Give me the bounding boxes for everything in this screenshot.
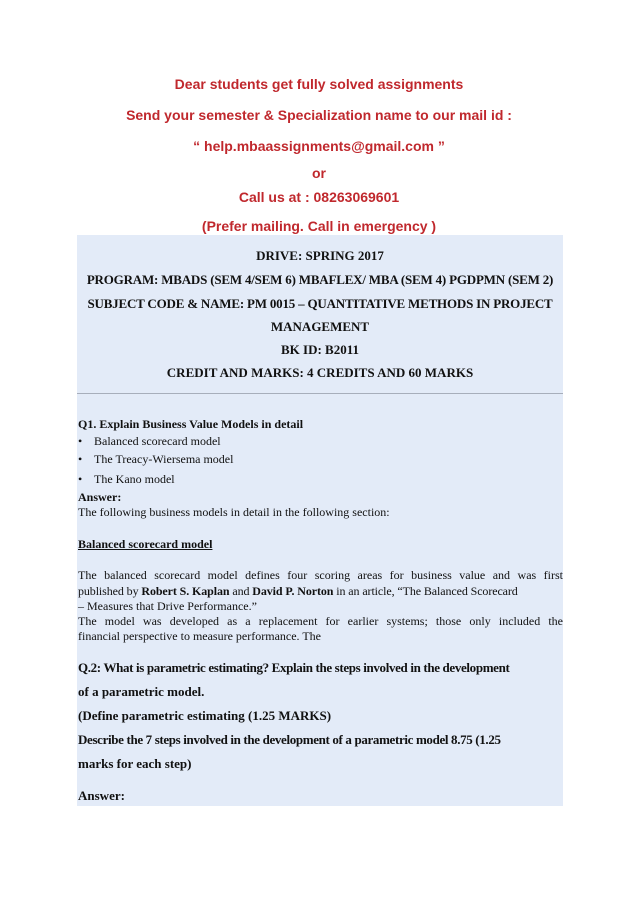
- text-segment: and: [229, 584, 253, 598]
- paragraph-line: [78, 584, 563, 599]
- header-or: or: [312, 165, 326, 181]
- header-line-2: Send your semester & Specialization name to our mail id :: [126, 107, 512, 123]
- drive-line: DRIVE: SPRING 2017: [256, 248, 384, 263]
- header-phone: Call us at : 08263069601: [238, 189, 400, 205]
- q2-describe-line: Describe the 7 steps involved in the development of a parametric model 8.75 (1.25: [78, 732, 501, 747]
- credits-line: CREDIT AND MARKS: 4 CREDITS AND 60 MARKS: [166, 365, 474, 380]
- text-segment: in an article, “The Balanced Scorecard: [333, 584, 518, 598]
- bullet-icon: •: [78, 434, 83, 448]
- bullet-icon: •: [78, 472, 83, 486]
- bk-id-line: BK ID: B2011: [280, 342, 359, 357]
- q1-bullet-item: [78, 434, 563, 449]
- q2-question-line-2: of a parametric model.: [78, 684, 205, 699]
- header-line-1: Dear students get fully solved assignments: [174, 76, 464, 92]
- q1-bullet-label: Balanced scorecard model: [94, 434, 221, 448]
- section-divider: [77, 393, 563, 394]
- bullet-icon: •: [78, 452, 83, 466]
- author-name: David P. Norton: [252, 584, 334, 598]
- q1-bullet-label: The Kano model: [94, 472, 175, 486]
- q1-answer-label: Answer:: [78, 490, 122, 504]
- q1-bullet-label: The Treacy-Wiersema model: [94, 452, 234, 466]
- header-email: “ help.mbaassignments@gmail.com ”: [193, 138, 445, 154]
- q2-marks-line: marks for each step): [78, 756, 192, 771]
- q1-bullet-item: [78, 472, 563, 487]
- author-name: Robert S. Kaplan: [141, 584, 230, 598]
- q2-define-line: (Define parametric estimating (1.25 MARKS): [78, 708, 332, 723]
- paragraph-line: The model was developed as a replacement for earlier systems; those only included the: [78, 614, 563, 628]
- paragraph-line: financial perspective to measure performance. The: [78, 629, 321, 643]
- q1-bullet-item: [78, 452, 563, 467]
- q1-question: Q1. Explain Business Value Models in detail: [78, 417, 304, 431]
- paragraph-line: – Measures that Drive Performance.”: [78, 599, 257, 613]
- subject-line-1: SUBJECT CODE & NAME: PM 0015 – QUANTITATIVE METHODS IN PROJECT: [87, 296, 553, 311]
- subject-line-2: MANAGEMENT: [270, 319, 370, 334]
- header-note: (Prefer mailing. Call in emergency ): [201, 218, 437, 234]
- program-line: PROGRAM: MBADS (SEM 4/SEM 6) MBAFLEX/ MBA (SEM 4) PGDPMN (SEM 2): [86, 272, 554, 287]
- q2-question-line-1: Q.2: What is parametric estimating? Explain the steps involved in the development: [78, 660, 510, 675]
- q2-answer-label: Answer:: [78, 788, 125, 803]
- paragraph-line: The balanced scorecard model defines four scoring areas for business value and was first: [78, 568, 563, 582]
- text-segment: published by: [78, 584, 142, 598]
- q1-intro: The following business models in detail in the following section:: [78, 505, 390, 519]
- section-heading: Balanced scorecard model: [78, 537, 213, 551]
